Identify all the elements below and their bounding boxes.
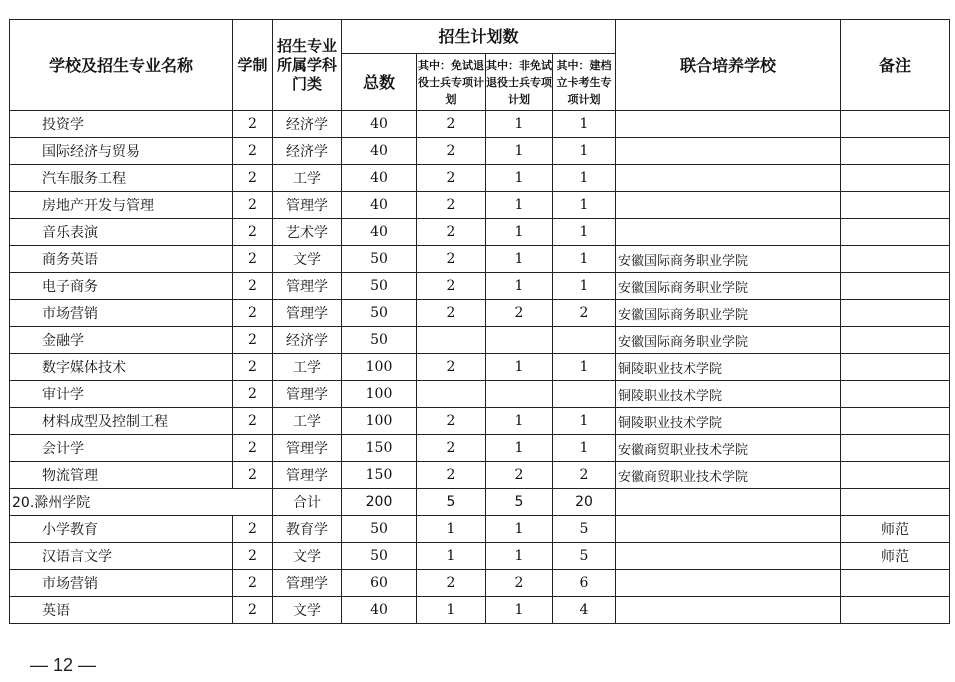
cell-partner: 安徽国际商务职业学院 [616, 273, 841, 300]
header-card: 其中：建档立卡考生专项计划 [553, 54, 616, 111]
cell-remark [841, 111, 950, 138]
header-exempt: 其中：免试退役士兵专项计划 [417, 54, 486, 111]
cell-partner [616, 111, 841, 138]
cell-years: 2 [233, 543, 273, 570]
cell-remark [841, 354, 950, 381]
cell-name: 金融学 [10, 327, 233, 354]
header-non-exempt: 其中：非免试退役士兵专项计划 [486, 54, 553, 111]
cell-card [553, 381, 616, 408]
cell-name: 商务英语 [10, 246, 233, 273]
cell-name: 汽车服务工程 [10, 165, 233, 192]
cell-years: 2 [233, 165, 273, 192]
cell-total: 50 [342, 300, 417, 327]
cell-partner [616, 219, 841, 246]
header-partner: 联合培养学校 [616, 20, 841, 111]
cell-card: 1 [553, 354, 616, 381]
cell-card [553, 327, 616, 354]
cell-partner [616, 489, 841, 516]
cell-name: 物流管理 [10, 462, 233, 489]
table-row [10, 381, 950, 408]
cell-non-exempt: 1 [486, 516, 553, 543]
cell-discipline: 文学 [273, 543, 342, 570]
cell-name: 小学教育 [10, 516, 233, 543]
cell-exempt: 2 [417, 219, 486, 246]
cell-total: 150 [342, 435, 417, 462]
table-row [10, 219, 950, 246]
cell-total: 50 [342, 273, 417, 300]
cell-total: 40 [342, 138, 417, 165]
cell-remark [841, 300, 950, 327]
cell-non-exempt: 5 [486, 489, 553, 516]
cell-total: 40 [342, 192, 417, 219]
cell-remark: 师范 [841, 516, 950, 543]
cell-exempt: 2 [417, 300, 486, 327]
cell-partner: 铜陵职业技术学院 [616, 381, 841, 408]
cell-remark [841, 327, 950, 354]
cell-total: 150 [342, 462, 417, 489]
cell-non-exempt: 1 [486, 273, 553, 300]
cell-years: 2 [233, 381, 273, 408]
cell-remark [841, 462, 950, 489]
cell-discipline: 工学 [273, 408, 342, 435]
cell-partner [616, 597, 841, 624]
cell-exempt: 2 [417, 246, 486, 273]
table-row [10, 300, 950, 327]
cell-exempt: 2 [417, 138, 486, 165]
cell-total: 200 [342, 489, 417, 516]
cell-years: 2 [233, 192, 273, 219]
cell-total: 40 [342, 111, 417, 138]
cell-discipline: 经济学 [273, 111, 342, 138]
cell-card: 1 [553, 192, 616, 219]
cell-card: 1 [553, 246, 616, 273]
cell-non-exempt: 1 [486, 543, 553, 570]
cell-partner [616, 138, 841, 165]
cell-partner: 安徽商贸职业技术学院 [616, 435, 841, 462]
cell-name: 国际经济与贸易 [10, 138, 233, 165]
cell-discipline: 管理学 [273, 192, 342, 219]
cell-total: 100 [342, 381, 417, 408]
cell-card: 2 [553, 462, 616, 489]
cell-exempt: 2 [417, 273, 486, 300]
table-row [10, 327, 950, 354]
cell-discipline: 经济学 [273, 327, 342, 354]
cell-non-exempt: 1 [486, 597, 553, 624]
cell-exempt: 1 [417, 516, 486, 543]
header-plan: 招生计划数 [342, 20, 616, 54]
cell-total: 40 [342, 597, 417, 624]
cell-card: 4 [553, 597, 616, 624]
cell-discipline: 教育学 [273, 516, 342, 543]
cell-discipline: 管理学 [273, 381, 342, 408]
cell-years: 2 [233, 138, 273, 165]
cell-non-exempt: 1 [486, 408, 553, 435]
table-row [10, 273, 950, 300]
cell-card: 1 [553, 165, 616, 192]
cell-exempt: 1 [417, 597, 486, 624]
table-row [10, 516, 950, 543]
cell-remark [841, 597, 950, 624]
cell-card: 1 [553, 435, 616, 462]
cell-name: 审计学 [10, 381, 233, 408]
table-row [10, 192, 950, 219]
cell-years: 2 [233, 462, 273, 489]
cell-remark [841, 165, 950, 192]
cell-partner: 安徽国际商务职业学院 [616, 300, 841, 327]
cell-exempt: 2 [417, 570, 486, 597]
school-name: 20.滁州学院 [10, 489, 273, 516]
cell-total: 40 [342, 165, 417, 192]
cell-remark [841, 489, 950, 516]
cell-name: 数字媒体技术 [10, 354, 233, 381]
cell-partner [616, 543, 841, 570]
cell-discipline: 工学 [273, 354, 342, 381]
cell-name: 市场营销 [10, 570, 233, 597]
cell-card: 1 [553, 273, 616, 300]
cell-discipline: 经济学 [273, 138, 342, 165]
cell-total: 100 [342, 354, 417, 381]
cell-non-exempt: 1 [486, 354, 553, 381]
cell-card: 5 [553, 543, 616, 570]
cell-exempt: 5 [417, 489, 486, 516]
header-school-major: 学校及招生专业名称 [10, 20, 233, 111]
cell-non-exempt: 2 [486, 462, 553, 489]
page-number: — 12 — [30, 655, 97, 675]
cell-exempt [417, 327, 486, 354]
cell-years: 2 [233, 435, 273, 462]
cell-non-exempt: 1 [486, 111, 553, 138]
cell-name: 英语 [10, 597, 233, 624]
cell-non-exempt: 1 [486, 219, 553, 246]
cell-exempt: 2 [417, 354, 486, 381]
table-row [10, 597, 950, 624]
table-body [10, 111, 950, 624]
cell-partner: 铜陵职业技术学院 [616, 354, 841, 381]
cell-years: 2 [233, 111, 273, 138]
table-row [10, 543, 950, 570]
cell-card: 1 [553, 111, 616, 138]
cell-card: 1 [553, 138, 616, 165]
cell-exempt: 2 [417, 111, 486, 138]
cell-exempt: 2 [417, 462, 486, 489]
header-remark: 备注 [841, 20, 950, 111]
cell-name: 房地产开发与管理 [10, 192, 233, 219]
cell-subtotal-label: 合计 [273, 489, 342, 516]
enrollment-plan-table [9, 19, 950, 624]
cell-discipline: 管理学 [273, 462, 342, 489]
cell-name: 会计学 [10, 435, 233, 462]
cell-partner: 安徽国际商务职业学院 [616, 327, 841, 354]
cell-remark [841, 435, 950, 462]
cell-non-exempt [486, 381, 553, 408]
cell-total: 50 [342, 327, 417, 354]
cell-non-exempt: 1 [486, 246, 553, 273]
header-discipline: 招生专业所属学科门类 [273, 20, 342, 111]
cell-name: 市场营销 [10, 300, 233, 327]
cell-years: 2 [233, 273, 273, 300]
table-row [10, 354, 950, 381]
cell-remark [841, 273, 950, 300]
cell-card: 1 [553, 408, 616, 435]
table-row [10, 111, 950, 138]
header-years: 学制 [233, 20, 273, 111]
cell-partner: 铜陵职业技术学院 [616, 408, 841, 435]
cell-partner [616, 570, 841, 597]
table-row [10, 246, 950, 273]
cell-years: 2 [233, 408, 273, 435]
cell-exempt: 2 [417, 408, 486, 435]
cell-non-exempt: 2 [486, 300, 553, 327]
cell-non-exempt [486, 327, 553, 354]
cell-remark: 师范 [841, 543, 950, 570]
cell-years: 2 [233, 327, 273, 354]
cell-name: 投资学 [10, 111, 233, 138]
cell-remark [841, 192, 950, 219]
cell-discipline: 工学 [273, 165, 342, 192]
cell-partner: 安徽国际商务职业学院 [616, 246, 841, 273]
cell-partner [616, 516, 841, 543]
school-total-row [10, 489, 950, 516]
cell-non-exempt: 1 [486, 138, 553, 165]
cell-discipline: 管理学 [273, 570, 342, 597]
cell-exempt: 2 [417, 435, 486, 462]
table-row [10, 138, 950, 165]
table-row [10, 435, 950, 462]
cell-exempt [417, 381, 486, 408]
cell-total: 60 [342, 570, 417, 597]
cell-non-exempt: 1 [486, 435, 553, 462]
cell-years: 2 [233, 570, 273, 597]
cell-non-exempt: 2 [486, 570, 553, 597]
cell-name: 材料成型及控制工程 [10, 408, 233, 435]
cell-discipline: 文学 [273, 246, 342, 273]
cell-name: 电子商务 [10, 273, 233, 300]
cell-years: 2 [233, 246, 273, 273]
cell-discipline: 艺术学 [273, 219, 342, 246]
cell-partner [616, 165, 841, 192]
cell-remark [841, 570, 950, 597]
cell-name: 音乐表演 [10, 219, 233, 246]
cell-remark [841, 138, 950, 165]
cell-total: 100 [342, 408, 417, 435]
cell-discipline: 文学 [273, 597, 342, 624]
cell-name: 汉语言文学 [10, 543, 233, 570]
cell-total: 50 [342, 543, 417, 570]
cell-remark [841, 408, 950, 435]
cell-years: 2 [233, 219, 273, 246]
cell-remark [841, 246, 950, 273]
cell-exempt: 2 [417, 165, 486, 192]
cell-years: 2 [233, 300, 273, 327]
cell-non-exempt: 1 [486, 192, 553, 219]
header-total: 总数 [342, 54, 417, 111]
cell-years: 2 [233, 597, 273, 624]
cell-exempt: 2 [417, 192, 486, 219]
cell-discipline: 管理学 [273, 273, 342, 300]
cell-card: 1 [553, 219, 616, 246]
cell-discipline: 管理学 [273, 435, 342, 462]
cell-card: 2 [553, 300, 616, 327]
cell-years: 2 [233, 516, 273, 543]
cell-remark [841, 381, 950, 408]
cell-total: 50 [342, 246, 417, 273]
cell-exempt: 1 [417, 543, 486, 570]
cell-card: 6 [553, 570, 616, 597]
table-row [10, 408, 950, 435]
cell-remark [841, 219, 950, 246]
cell-partner: 安徽商贸职业技术学院 [616, 462, 841, 489]
cell-years: 2 [233, 354, 273, 381]
table-row [10, 570, 950, 597]
table-row [10, 165, 950, 192]
cell-total: 40 [342, 219, 417, 246]
cell-card: 20 [553, 489, 616, 516]
cell-total: 50 [342, 516, 417, 543]
cell-non-exempt: 1 [486, 165, 553, 192]
table-header [10, 20, 950, 111]
cell-card: 5 [553, 516, 616, 543]
cell-partner [616, 192, 841, 219]
table-row [10, 462, 950, 489]
cell-discipline: 管理学 [273, 300, 342, 327]
